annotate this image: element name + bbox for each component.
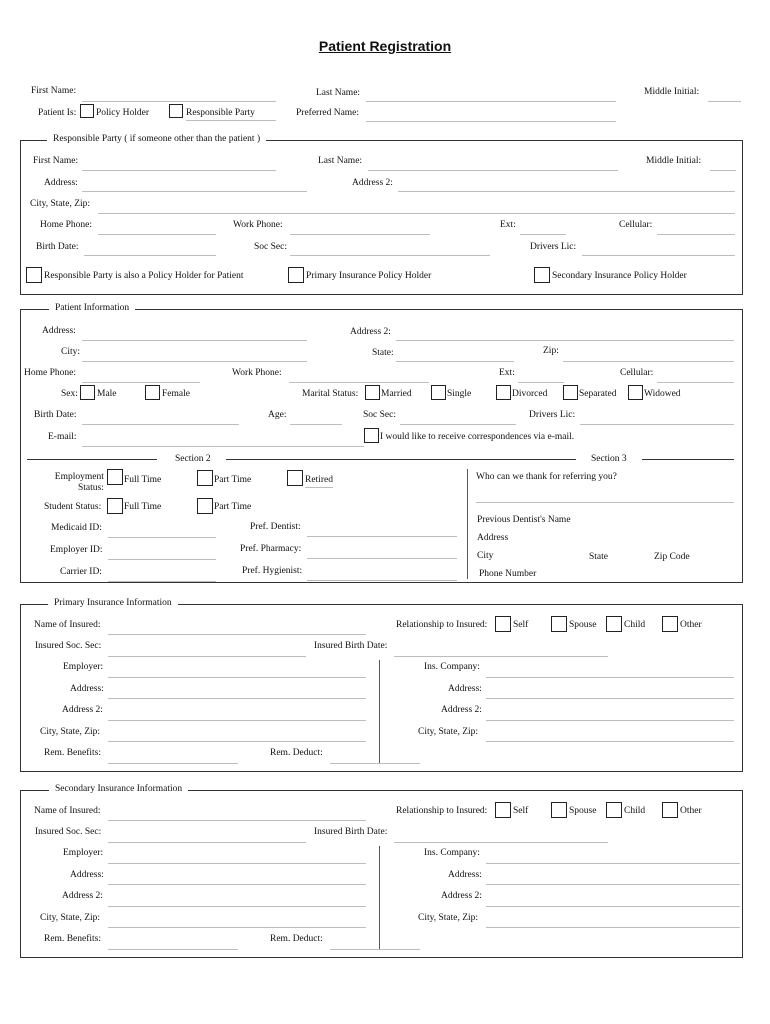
pri-spouse-checkbox[interactable] <box>551 616 567 632</box>
rp-address-field[interactable] <box>82 191 307 192</box>
pri-employer-label: Employer: <box>63 662 104 672</box>
rp-home-phone-field[interactable] <box>98 234 216 235</box>
pref-hygienist-label: Pref. Hygienist: <box>242 566 303 576</box>
pri-spouse-label: Spouse <box>569 620 597 630</box>
stu-part-time-label: Part Time <box>214 502 252 512</box>
widowed-checkbox[interactable] <box>628 385 643 400</box>
pt-birth-date-label: Birth Date: <box>34 410 77 420</box>
pri-column-divider <box>379 660 380 764</box>
last-name-field[interactable] <box>366 101 616 102</box>
pt-work-phone-label: Work Phone: <box>232 368 282 378</box>
sec-name-insured-field[interactable] <box>108 820 366 821</box>
pt-drivers-lic-label: Drivers Lic: <box>529 410 576 420</box>
sec-ins-csz-label: City, State, Zip: <box>418 913 479 923</box>
rp-work-phone-field[interactable] <box>290 234 430 235</box>
female-label: Female <box>162 389 190 399</box>
pt-age-label: Age: <box>268 410 287 420</box>
prev-dentist-phone-label: Phone Number <box>479 569 537 579</box>
pt-address-label: Address: <box>42 326 76 336</box>
rp-work-phone-label: Work Phone: <box>233 220 283 230</box>
pri-address-label: Address: <box>70 684 104 694</box>
pt-home-phone-field[interactable] <box>82 382 200 383</box>
sec-insured-bd-label: Insured Birth Date: <box>314 827 388 837</box>
pri-csz-label: City, State, Zip: <box>40 727 101 737</box>
sec-employer-label: Employer: <box>63 848 104 858</box>
responsible-party-legend: Responsible Party ( if someone other than the patient ) <box>47 134 266 144</box>
pref-hygienist-field[interactable] <box>307 580 457 581</box>
pri-address2-label: Address 2: <box>62 705 103 715</box>
pri-ins-address2-field[interactable] <box>486 720 734 721</box>
employer-id-field[interactable] <box>108 559 216 560</box>
carrier-id-label: Carrier ID: <box>60 567 102 577</box>
secondary-holder-label: Secondary Insurance Policy Holder <box>552 271 687 281</box>
pri-rem-benefits-field[interactable] <box>108 763 238 764</box>
prev-dentist-zip-label: Zip Code <box>654 552 690 562</box>
pt-home-phone-label: Home Phone: <box>24 368 76 378</box>
pri-employer-field[interactable] <box>108 677 366 678</box>
rp-middle-initial-label: Middle Initial: <box>646 156 702 166</box>
male-label: Male <box>97 389 117 399</box>
email-opt-in-checkbox[interactable] <box>364 428 379 443</box>
emp-part-time-label: Part Time <box>214 475 252 485</box>
sec-self-label: Self <box>513 806 529 816</box>
pri-rem-deduct-field[interactable] <box>330 763 420 764</box>
pri-child-label: Child <box>624 620 646 630</box>
rp-csz-field[interactable] <box>98 213 735 214</box>
pri-insured-ssn-field[interactable] <box>108 656 306 657</box>
separated-label: Separated <box>579 389 617 399</box>
sec-employer-field[interactable] <box>108 863 366 864</box>
pri-rem-deduct-label: Rem. Deduct: <box>270 748 323 758</box>
pref-pharmacy-label: Pref. Pharmacy: <box>240 544 302 554</box>
pref-dentist-label: Pref. Dentist: <box>250 522 301 532</box>
pt-cellular-field[interactable] <box>657 382 734 383</box>
pri-address-field[interactable] <box>108 698 366 699</box>
pri-ins-csz-field[interactable] <box>486 741 734 742</box>
single-checkbox[interactable] <box>431 385 446 400</box>
stu-part-time-checkbox[interactable] <box>197 498 213 514</box>
prev-dentist-address-label: Address <box>477 533 509 543</box>
stu-full-time-checkbox[interactable] <box>107 498 123 514</box>
referral-label: Who can we thank for referring you? <box>476 472 617 482</box>
pt-address-field[interactable] <box>82 340 307 341</box>
sec-rem-benefits-label: Rem. Benefits: <box>44 934 101 944</box>
rp-first-name-field[interactable] <box>82 170 276 171</box>
pt-birth-date-field[interactable] <box>82 424 239 425</box>
sec-relationship-label: Relationship to Insured: <box>396 806 488 816</box>
pt-ext-field[interactable] <box>518 382 564 383</box>
sec-other-checkbox[interactable] <box>662 802 678 818</box>
married-checkbox[interactable] <box>365 385 380 400</box>
sec-ins-address2-label: Address 2: <box>441 891 482 901</box>
responsible-party-label: Responsible Party <box>186 108 255 118</box>
sec-address-field[interactable] <box>108 884 366 885</box>
sec-address2-label: Address 2: <box>62 891 103 901</box>
sec-csz-label: City, State, Zip: <box>40 913 101 923</box>
sec-ins-address-field[interactable] <box>486 884 740 885</box>
sec-ins-csz-field[interactable] <box>486 927 740 928</box>
separated-checkbox[interactable] <box>563 385 578 400</box>
pri-rem-benefits-label: Rem. Benefits: <box>44 748 101 758</box>
sec-other-label: Other <box>680 806 702 816</box>
pt-state-field[interactable] <box>396 361 514 362</box>
sec-self-checkbox[interactable] <box>495 802 511 818</box>
emp-retired-label: Retired <box>305 475 333 485</box>
carrier-id-field[interactable] <box>108 581 216 582</box>
divorced-label: Divorced <box>512 389 548 399</box>
section2-rule-right <box>226 459 576 460</box>
emp-full-time-checkbox[interactable] <box>107 469 123 485</box>
pri-name-insured-label: Name of Insured: <box>34 620 101 630</box>
policy-holder-checkbox[interactable] <box>80 104 94 118</box>
rp-drivers-lic-label: Drivers Lic: <box>530 242 577 252</box>
preferred-name-label: Preferred Name: <box>296 108 360 118</box>
prev-dentist-city-label: City <box>477 551 494 561</box>
last-name-label: Last Name: <box>316 88 361 98</box>
rp-home-phone-label: Home Phone: <box>40 220 92 230</box>
sec-name-insured-label: Name of Insured: <box>34 806 101 816</box>
male-checkbox[interactable] <box>80 385 95 400</box>
rp-cellular-label: Cellular: <box>619 220 653 230</box>
rp-soc-sec-label: Soc Sec: <box>254 242 287 252</box>
rp-birth-date-label: Birth Date: <box>36 242 79 252</box>
pt-age-field[interactable] <box>290 424 342 425</box>
pt-cellular-label: Cellular: <box>620 368 654 378</box>
rp-first-name-label: First Name: <box>33 156 79 166</box>
pri-insured-ssn-label: Insured Soc. Sec: <box>35 641 102 651</box>
section3-rule <box>642 459 734 460</box>
retired-underline <box>305 487 333 488</box>
emp-full-time-label: Full Time <box>124 475 162 485</box>
female-checkbox[interactable] <box>145 385 160 400</box>
rp-middle-initial-field[interactable] <box>710 170 736 171</box>
rp-address2-field[interactable] <box>398 191 735 192</box>
pt-email-field[interactable] <box>82 446 364 447</box>
section2-heading: Section 2 <box>175 454 211 464</box>
pri-ins-company-label: Ins. Company: <box>424 662 480 672</box>
rp-birth-date-field[interactable] <box>84 255 216 256</box>
primary-insurance-legend: Primary Insurance Information <box>48 598 178 608</box>
rp-last-name-label: Last Name: <box>318 156 363 166</box>
pt-soc-sec-label: Soc Sec: <box>363 410 396 420</box>
sec-ins-address-label: Address: <box>448 870 482 880</box>
medicaid-id-label: Medicaid ID: <box>51 523 102 533</box>
married-label: Married <box>381 389 412 399</box>
pt-address2-label: Address 2: <box>350 327 391 337</box>
pri-ins-address-field[interactable] <box>486 698 734 699</box>
sec-address2-field[interactable] <box>108 906 366 907</box>
secondary-insurance-legend: Secondary Insurance Information <box>49 784 188 794</box>
patient-information-legend: Patient Information <box>49 303 135 313</box>
section-divider <box>467 469 468 579</box>
pt-city-field[interactable] <box>82 361 307 362</box>
policy-holder-label: Policy Holder <box>96 108 150 118</box>
pri-other-label: Other <box>680 620 702 630</box>
rp-ext-field[interactable] <box>520 234 566 235</box>
rp-cellular-field[interactable] <box>657 234 735 235</box>
sec-ins-company-field[interactable] <box>486 863 740 864</box>
pri-address2-field[interactable] <box>108 720 366 721</box>
pri-ins-csz-label: City, State, Zip: <box>418 727 479 737</box>
responsible-party-underline <box>186 120 276 121</box>
rp-policy-holder-label: Responsible Party is also a Policy Holder for Patient <box>44 271 244 281</box>
rp-csz-label: City, State, Zip: <box>30 199 91 209</box>
single-label: Single <box>447 389 472 399</box>
pri-ins-address2-label: Address 2: <box>441 705 482 715</box>
responsible-party-checkbox[interactable] <box>169 104 183 118</box>
pt-zip-field[interactable] <box>563 361 734 362</box>
rp-address2-label: Address 2: <box>352 178 393 188</box>
first-name-label: First Name: <box>31 86 77 96</box>
sec-insured-bd-field[interactable] <box>394 842 608 843</box>
sec-column-divider <box>379 846 380 950</box>
pt-soc-sec-field[interactable] <box>400 424 516 425</box>
sec-rem-deduct-field[interactable] <box>330 949 420 950</box>
sec-ins-company-label: Ins. Company: <box>424 848 480 858</box>
email-opt-in-label: I would like to receive correspondences via e-mail. <box>380 432 575 442</box>
pri-self-checkbox[interactable] <box>495 616 511 632</box>
rp-address-label: Address: <box>44 178 78 188</box>
pri-relationship-label: Relationship to Insured: <box>396 620 488 630</box>
student-status-label: Student Status: <box>44 502 102 512</box>
rp-drivers-lic-field[interactable] <box>582 255 735 256</box>
pri-child-checkbox[interactable] <box>606 616 622 632</box>
middle-initial-label: Middle Initial: <box>644 87 700 97</box>
primary-holder-label: Primary Insurance Policy Holder <box>306 271 432 281</box>
emp-retired-checkbox[interactable] <box>287 470 303 486</box>
pri-other-checkbox[interactable] <box>662 616 678 632</box>
pri-insured-bd-label: Insured Birth Date: <box>314 641 388 651</box>
patient-is-label: Patient Is: <box>38 108 77 118</box>
sec-ins-address2-field[interactable] <box>486 906 740 907</box>
rp-policy-holder-checkbox[interactable] <box>26 267 42 283</box>
section3-heading: Section 3 <box>591 454 627 464</box>
employment-status-label: Employment Status: <box>54 472 104 493</box>
pref-dentist-field[interactable] <box>307 536 457 537</box>
sec-csz-field[interactable] <box>108 927 366 928</box>
sec-address-label: Address: <box>70 870 104 880</box>
widowed-label: Widowed <box>644 389 681 399</box>
first-name-field[interactable] <box>82 101 276 102</box>
medicaid-id-field[interactable] <box>108 537 216 538</box>
divorced-checkbox[interactable] <box>496 385 511 400</box>
sec-rem-benefits-field[interactable] <box>108 949 238 950</box>
prev-dentist-state-label: State <box>589 552 608 562</box>
pri-insured-bd-field[interactable] <box>394 656 608 657</box>
pt-address2-field[interactable] <box>396 340 734 341</box>
emp-part-time-checkbox[interactable] <box>197 470 213 486</box>
pri-name-insured-field[interactable] <box>108 634 366 635</box>
pri-ins-company-field[interactable] <box>486 677 734 678</box>
referral-field[interactable] <box>476 502 734 503</box>
page-title: Patient Registration <box>318 38 452 54</box>
pt-work-phone-field[interactable] <box>289 382 429 383</box>
pt-drivers-lic-field[interactable] <box>580 424 734 425</box>
sec-insured-ssn-label: Insured Soc. Sec: <box>35 827 102 837</box>
pri-csz-field[interactable] <box>108 741 366 742</box>
pref-pharmacy-field[interactable] <box>307 558 457 559</box>
secondary-holder-checkbox[interactable] <box>534 267 550 283</box>
pt-sex-label: Sex: <box>61 389 78 399</box>
marital-status-label: Marital Status: <box>302 389 359 399</box>
sec-child-label: Child <box>624 806 646 816</box>
rp-ext-label: Ext: <box>500 220 516 230</box>
stu-full-time-label: Full Time <box>124 502 162 512</box>
sec-spouse-label: Spouse <box>569 806 597 816</box>
preferred-name-field[interactable] <box>366 121 616 122</box>
sec-insured-ssn-field[interactable] <box>108 842 306 843</box>
sec-spouse-checkbox[interactable] <box>551 802 567 818</box>
pri-self-label: Self <box>513 620 529 630</box>
pt-email-label: E-mail: <box>48 432 77 442</box>
employer-id-label: Employer ID: <box>50 545 103 555</box>
section2-rule-left <box>27 459 157 460</box>
pt-ext-label: Ext: <box>499 368 515 378</box>
pri-ins-address-label: Address: <box>448 684 482 694</box>
pt-zip-label: Zip: <box>543 346 559 356</box>
rp-soc-sec-field[interactable] <box>290 255 490 256</box>
rp-last-name-field[interactable] <box>368 170 618 171</box>
pt-state-label: State: <box>372 348 394 358</box>
prev-dentist-label: Previous Dentist's Name <box>477 515 571 525</box>
pt-city-label: City: <box>61 347 81 357</box>
middle-initial-field[interactable] <box>708 101 741 102</box>
sec-child-checkbox[interactable] <box>606 802 622 818</box>
primary-holder-checkbox[interactable] <box>288 267 304 283</box>
sec-rem-deduct-label: Rem. Deduct: <box>270 934 323 944</box>
